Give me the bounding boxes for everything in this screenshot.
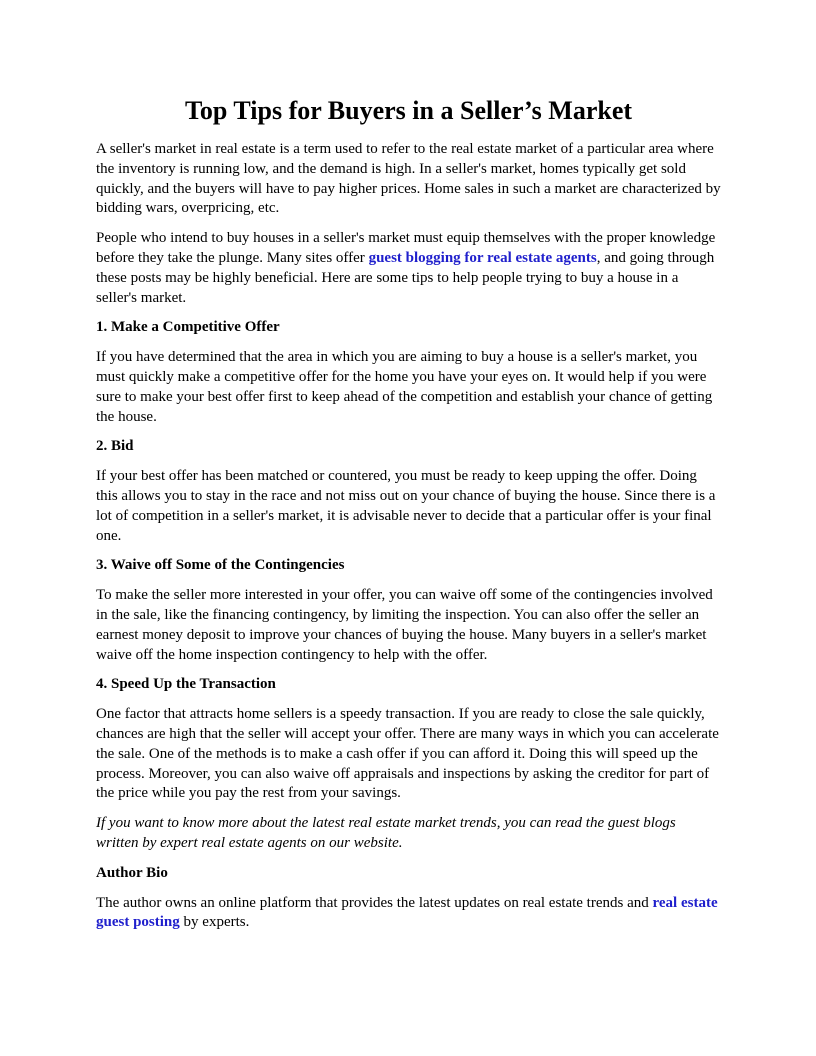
author-bio-heading: Author Bio bbox=[96, 864, 168, 881]
section-heading-contingencies: 3. Waive off Some of the Contingencies bbox=[96, 557, 345, 574]
paragraph-text-after-link: , and going through these posts may be highly beneficial. Here are some tips to help people trying to buy a house in a seller's market. bbox=[96, 249, 715, 306]
closing-italic-note: If you want to know more about the latest real estate market trends, you can read the guest blogs written by expert real estate agents on our website. bbox=[96, 815, 676, 851]
section-heading-competitive-offer: 1. Make a Competitive Offer bbox=[96, 319, 280, 336]
real-estate-guest-posting-link[interactable]: real estate guest posting bbox=[96, 894, 718, 931]
guest-blogging-paragraph bbox=[96, 229, 721, 308]
section-heading-speed-up: 4. Speed Up the Transaction bbox=[96, 676, 276, 693]
section-body-contingencies: To make the seller more interested in your offer, you can waive off some of the contingencies involved in the sale, like the financing contingency, by limiting the inspection. You can also offer the seller an earnest money deposit to improve your chances of buying the house. Many buyers in a seller's market waive off the home inspection contingency to help with the offer. bbox=[96, 587, 713, 663]
section-heading-bid: 2. Bid bbox=[96, 438, 134, 455]
guest-blogging-link[interactable]: guest blogging for real estate agents bbox=[368, 249, 597, 266]
document-page bbox=[96, 94, 721, 943]
section-body-speed-up: One factor that attracts home sellers is a speedy transaction. If you are ready to close the sale quickly, chances are high that the seller will accept your offer. There are many ways in which you can accelerate the sale. One of the methods is to make a cash offer if you can afford it. Doing this will speed up the process. Moreover, you can also waive off appraisals and inspections by asking the creditor for part of the price while you pay the rest from your savings. bbox=[96, 706, 719, 802]
author-bio-paragraph bbox=[96, 894, 721, 934]
author-text-after-link: by experts. bbox=[179, 914, 250, 931]
author-text-before-link: The author owns an online platform that provides the latest updates on real estate trends and bbox=[96, 894, 653, 911]
page-title: Top Tips for Buyers in a Seller’s Market bbox=[184, 96, 633, 125]
section-body-competitive-offer: If you have determined that the area in which you are aiming to buy a house is a seller's market, you must quickly make a competitive offer for the home you have your eyes on. It would help if you were sure to make your best offer first to keep ahead of the competition and establish your chance of getting the house. bbox=[96, 349, 713, 425]
section-body-bid: If your best offer has been matched or countered, you must be ready to keep upping the offer. Doing this allows you to stay in the race and not miss out on your chance of buying the house. Since there is a lot of competition in a seller's market, it is advisable never to decide that a particular offer is your final one. bbox=[96, 468, 716, 544]
intro-paragraph: A seller's market in real estate is a term used to refer to the real estate market of a particular area where the inventory is running low, and the demand is high. In a seller's market, homes typically get sold quickly, and the buyers will have to pay higher prices. Home sales in such a market are characterized by bidding wars, overpricing, etc. bbox=[96, 141, 721, 217]
paragraph-text-before-link: People who intend to buy houses in a seller's market must equip themselves with the proper knowledge before they take the plunge. Many sites offer bbox=[96, 230, 716, 266]
